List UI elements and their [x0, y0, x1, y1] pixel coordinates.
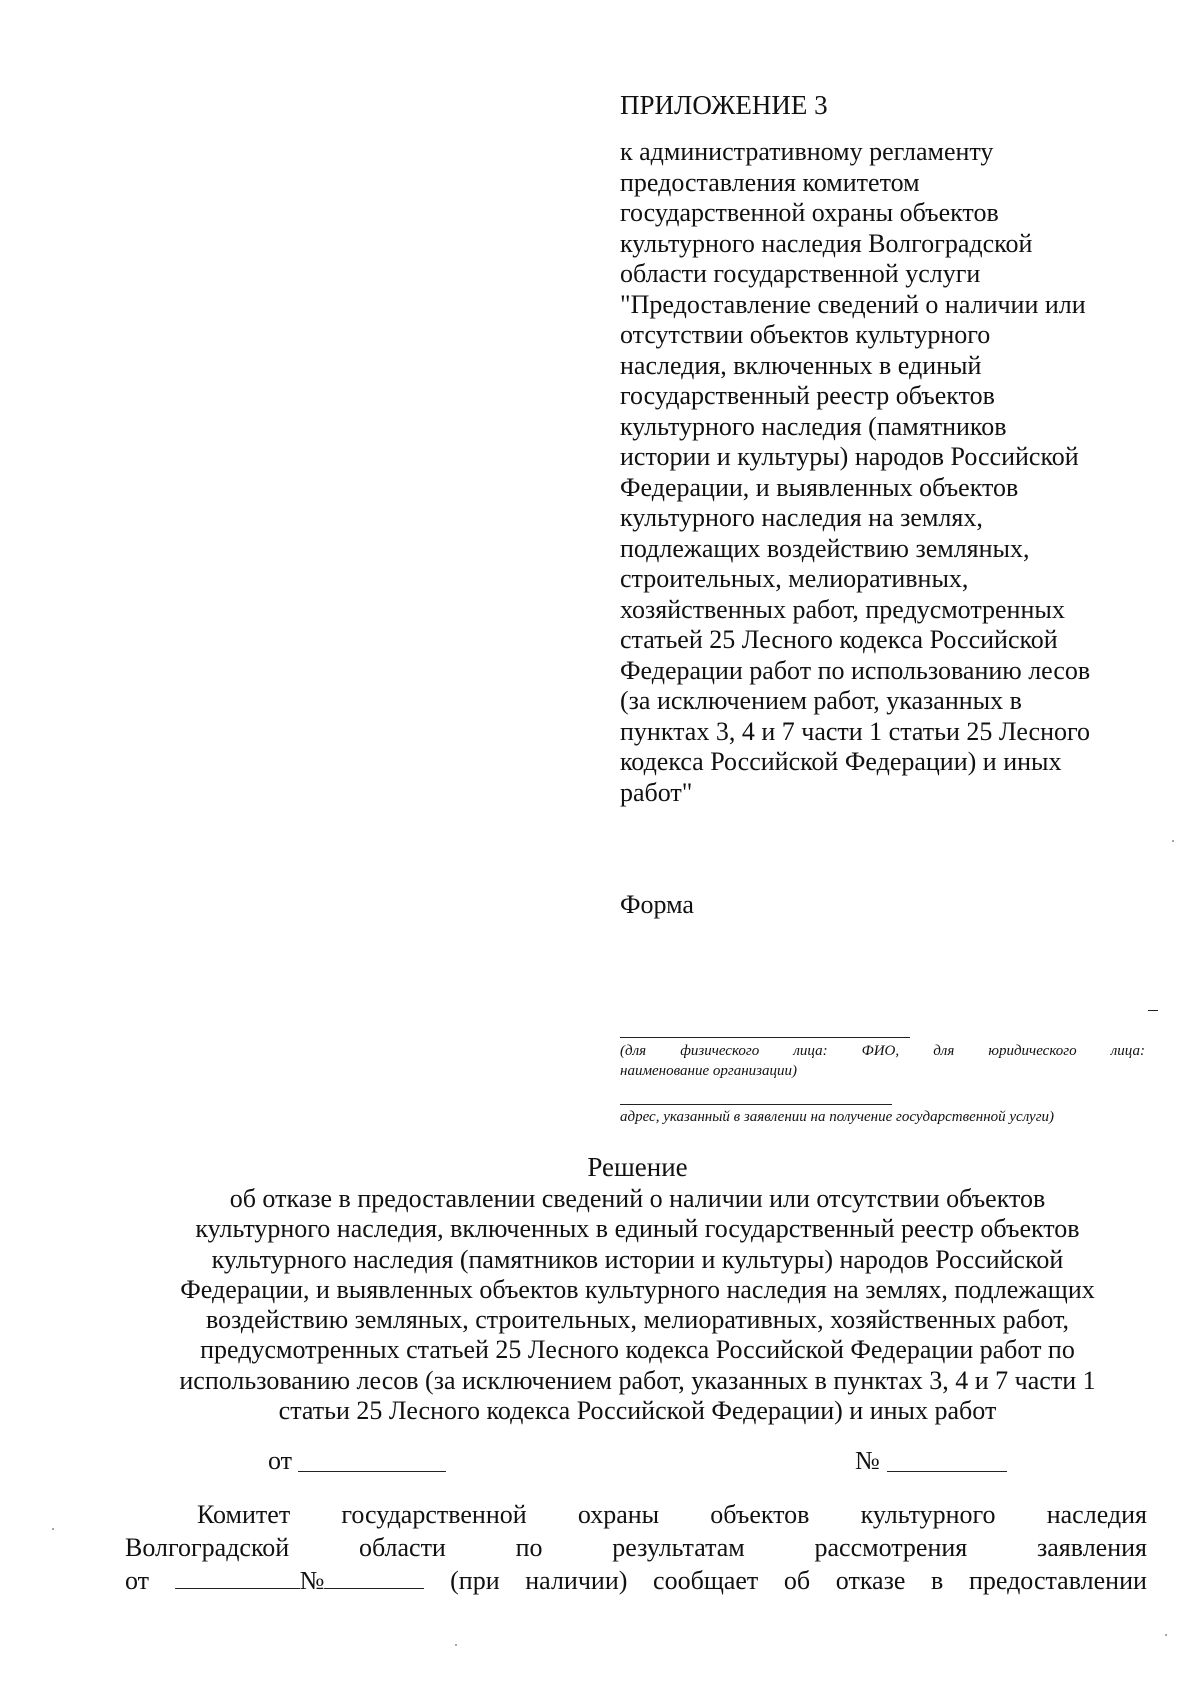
- decision-date-label: от: [268, 1446, 293, 1475]
- scan-speck: [455, 1644, 457, 1646]
- appendix-line: культурного наследия (памятников: [620, 411, 1007, 441]
- decision-body: [125, 1498, 1147, 1597]
- recipient-address-line: [620, 1104, 892, 1105]
- body-line: от № (при наличии) сообщает об отказе в предоставлении: [125, 1566, 1147, 1595]
- appendix-line: хозяйственных работ, предусмотренных: [620, 594, 1065, 624]
- appendix-line: статьей 25 Лесного кодекса Российской: [620, 625, 1058, 654]
- appendix-line: к административному регламенту: [620, 137, 994, 166]
- appendix-line: пунктах 3, 4 и 7 части 1 статьи 25 Лесного: [620, 716, 1091, 746]
- decision-line: использованию лесов (за исключением работ, указанных в пунктах 3, 4 и 7 части 1: [179, 1365, 1096, 1395]
- appendix-title: ПРИЛОЖЕНИЕ 3: [620, 90, 828, 120]
- recipient-name-caption-line: наименование организации): [620, 1063, 798, 1079]
- margin-dash: [1148, 1010, 1158, 1011]
- body-line: Волгоградской области по результатам рассмотрения заявления: [125, 1533, 1147, 1562]
- decision-title: Решение: [587, 1152, 688, 1182]
- scan-speck: [52, 1528, 54, 1530]
- decision-line: об отказе в предоставлении сведений о наличии или отсутствии объектов: [229, 1184, 1046, 1213]
- appendix-line: государственный реестр объектов: [620, 381, 995, 410]
- scan-speck: [1172, 840, 1174, 842]
- appendix-line: подлежащих воздействию земляных,: [620, 533, 1030, 563]
- appendix-line: работ": [620, 777, 693, 807]
- decision-line: предусмотренных статьей 25 Лесного кодекса Российской Федерации работ по: [200, 1335, 1075, 1365]
- decision-line: Федерации, и выявленных объектов культурного наследия на землях, подлежащих: [180, 1274, 1095, 1304]
- appendix-line: предоставления комитетом: [620, 167, 920, 197]
- decision-line: культурного наследия, включенных в единый государственный реестр объектов: [195, 1214, 1080, 1244]
- recipient-address-caption: адрес, указанный в заявлении на получение государственной услуги): [620, 1109, 1055, 1125]
- decision-date-blank: [298, 1471, 446, 1472]
- decision-line: воздействию земляных, строительных, мелиоративных, хозяйственных работ,: [206, 1305, 1069, 1335]
- application-number-label: №: [299, 1566, 325, 1595]
- decision-heading: [100, 1150, 1175, 1426]
- application-date-blank: [175, 1566, 300, 1589]
- recipient-name-line: [620, 1037, 910, 1038]
- decision-number-blank: [887, 1471, 1007, 1472]
- application-date-number: [175, 1564, 425, 1597]
- decision-subject: [100, 1184, 1175, 1426]
- appendix-line: Федерации, и выявленных объектов: [620, 472, 1019, 502]
- appendix-text: [620, 137, 1140, 808]
- appendix-line: области государственной услуги: [620, 259, 981, 288]
- decision-number-label: №: [855, 1446, 880, 1475]
- body-line: Комитет государственной охраны объектов культурного наследия: [197, 1500, 1147, 1529]
- appendix-header: [620, 88, 1140, 808]
- appendix-line: культурного наследия на землях,: [620, 503, 983, 532]
- recipient-name-caption: [620, 1041, 1145, 1081]
- appendix-line: строительных, мелиоративных,: [620, 564, 969, 593]
- appendix-line: (за исключением работ, указанных в: [620, 686, 1022, 715]
- scan-speck: [1165, 1634, 1167, 1636]
- appendix-line: Федерации работ по использованию лесов: [620, 655, 1091, 685]
- appendix-line: государственной охраны объектов: [620, 198, 999, 227]
- appendix-line: отсутствии объектов культурного: [620, 320, 991, 349]
- appendix-line: культурного наследия Волгоградской: [620, 228, 1033, 258]
- appendix-line: истории и культуры) народов Российской: [620, 442, 1079, 471]
- decision-line: статьи 25 Лесного кодекса Российской Федерации) и иных работ: [278, 1396, 997, 1426]
- application-from-label: от: [125, 1566, 150, 1595]
- appendix-line: "Предоставление сведений о наличии или: [620, 289, 1086, 319]
- recipient-name-caption-line: (для физического лица: ФИО, для юридического лица:: [620, 1043, 1145, 1059]
- decision-line: культурного наследия (памятников истории и культуры) народов Российской: [211, 1244, 1064, 1274]
- appendix-line: кодекса Российской Федерации) и иных: [620, 747, 1062, 776]
- form-label: Форма: [620, 890, 694, 919]
- application-number-blank: [324, 1566, 424, 1589]
- appendix-line: наследия, включенных в единый: [620, 350, 982, 380]
